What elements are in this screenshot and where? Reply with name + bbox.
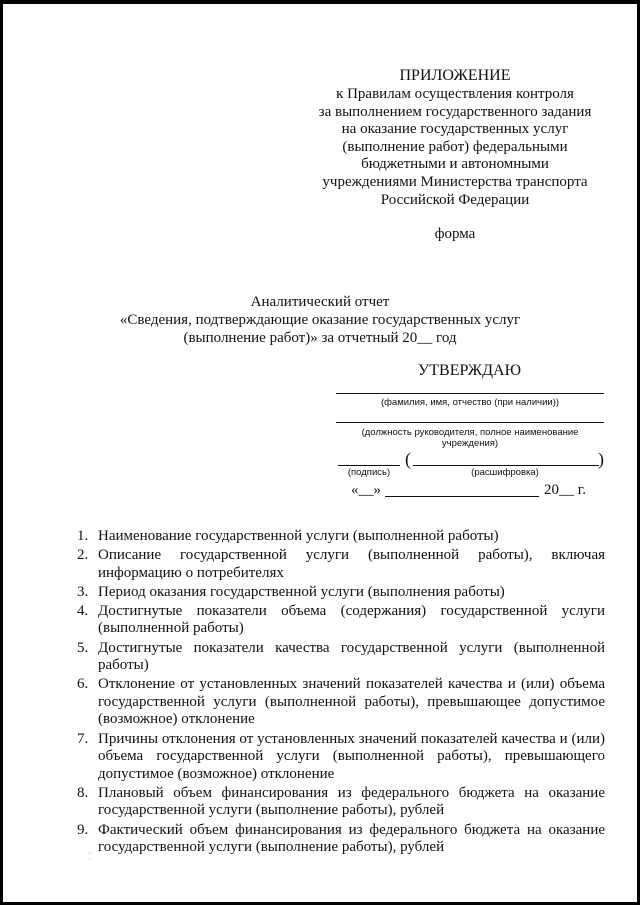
signature-line [338, 465, 400, 466]
position-line [336, 422, 604, 423]
list-item [77, 584, 605, 602]
report-items-list [77, 528, 605, 858]
appendix-block [300, 66, 610, 209]
appendix-line: (выполнение работ) федеральными [342, 138, 568, 155]
list-item [77, 528, 605, 546]
list-item-number: 2. [77, 547, 89, 564]
name-caption: (фамилия, имя, отчество (при наличии)) [380, 397, 560, 408]
decoding-line [413, 465, 599, 466]
date-day: «__» [351, 482, 381, 498]
report-title-line: (выполнение работ)» за отчетный 20__ год [183, 330, 457, 346]
list-item [77, 547, 605, 582]
list-item-number: 7. [77, 730, 89, 747]
report-title [40, 293, 600, 347]
list-item-text: Отклонение от установленных значений показателей качества и (или) объема государственной услуги (выполненной работы), превышающее допустимое (возможное) отклонение [98, 676, 605, 728]
appendix-line: к Правилам осуществления контроля [336, 86, 574, 102]
list-item-number: 1. [77, 528, 89, 544]
position-caption [336, 427, 604, 449]
appendix-heading: ПРИЛОЖЕНИЕ [399, 67, 511, 84]
decoding-caption: (расшифровка) [471, 467, 539, 478]
list-item-number: 5. [77, 639, 89, 656]
scan-speck-icon: ⁚ [88, 852, 92, 863]
list-item-number: 3. [77, 583, 89, 600]
list-item-text: Описание государственной услуги (выполненной работы), включая информацию о потребителях [98, 547, 605, 581]
list-item [77, 640, 605, 675]
scan-border-left [0, 0, 3, 905]
list-item-text: Наименование государственной услуги (выполненной работы) [98, 528, 499, 544]
appendix-line: на оказание государственных услуг [341, 121, 569, 138]
name-signature-line [336, 393, 604, 394]
appendix-line: учреждениями Министерства транспорта [322, 173, 588, 190]
position-caption-line: учреждения) [441, 438, 499, 449]
list-item [77, 785, 605, 820]
signature-caption: (подпись) [347, 467, 391, 478]
decoding-open-paren: ( [405, 449, 411, 469]
decoding-close-paren: ) [598, 449, 604, 469]
list-item-text: Фактический объем финансирования из федерального бюджета на оказание государственной услуги (выполнение работы), рублей [98, 821, 605, 856]
list-item-text: Период оказания государственной услуги (выполнения работы) [98, 583, 505, 600]
appendix-line: Российской Федерации [380, 191, 530, 208]
list-item-text: Достигнутые показатели объема (содержания) государственной услуги (выполненной работы) [98, 602, 605, 637]
approve-heading: УТВЕРЖДАЮ [417, 362, 522, 379]
list-item-text: Причины отклонения от установленных значений показателей качества и (или) объема государственной услуги (выполненной работы), превышающего допустимое (возможное) отклонение [98, 730, 605, 782]
report-title-line: Аналитический отчет [250, 294, 390, 310]
list-item-text: Достигнутые показатели качества государственной услуги (выполненной работы) [98, 639, 605, 674]
list-item-text: Плановый объем финансирования из федерального бюджета на оказание государственной услуги (выполнение работы), рублей [98, 784, 605, 819]
date-year: 20__ г. [544, 482, 586, 498]
date-month-line [385, 496, 539, 497]
list-item-number: 9. [77, 821, 89, 838]
list-item [77, 731, 605, 784]
list-item [77, 822, 605, 857]
position-caption-line: (должность руководителя, полное наименование [361, 427, 579, 438]
appendix-line: бюджетными и автономными [361, 156, 549, 173]
list-item [77, 676, 605, 729]
appendix-line: за выполнением государственного задания [318, 103, 592, 120]
report-title-line: «Сведения, подтверждающие оказание государственных услуг [119, 312, 521, 328]
list-item [77, 603, 605, 638]
list-item-number: 8. [77, 784, 89, 801]
list-item-number: 6. [77, 676, 89, 693]
form-label: форма [434, 226, 476, 242]
list-item-number: 4. [77, 602, 89, 619]
scan-border-top [0, 0, 640, 4]
